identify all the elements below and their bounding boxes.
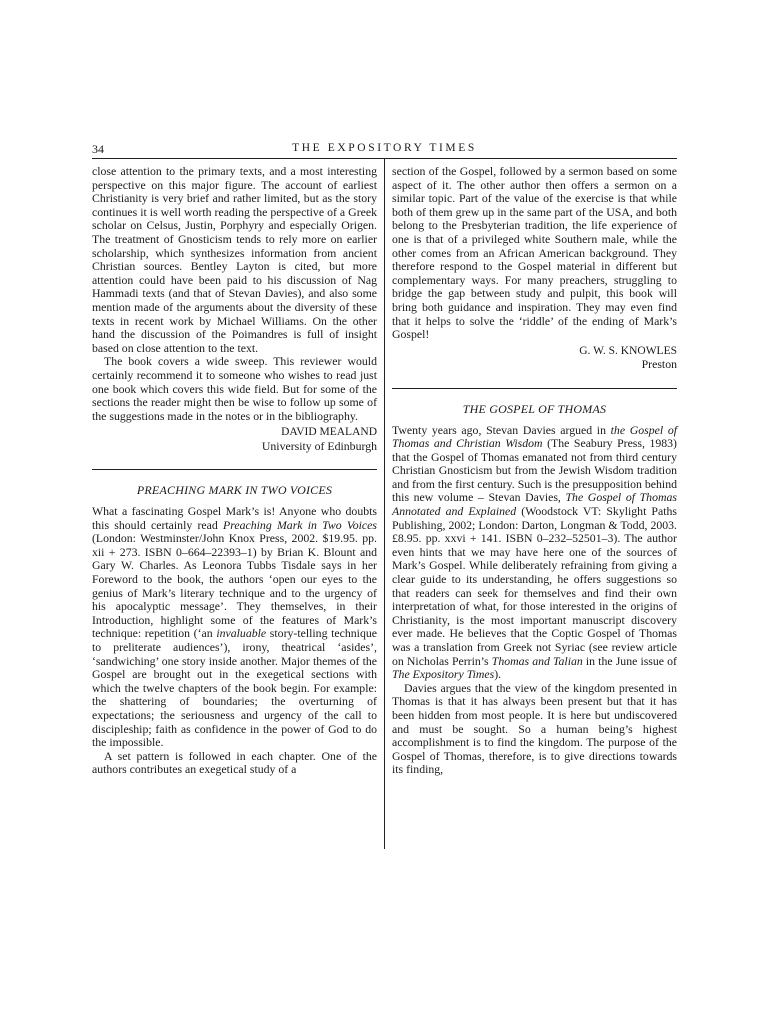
column-divider <box>384 159 385 849</box>
text-run: What a fascinating Gospel Mark’s is! Anyone who doubts this should certainly read <box>92 504 377 532</box>
journal-name: The Expository Times <box>392 667 495 682</box>
review2-paragraph-3: section of the Gospel, followed by a sermon based on some aspect of it. The other author then offers a sermon on a similar topic. Part of the value of the exercise is that while both of them grew up in the same part of the USA, and both belong to the Presbyterian tradition, the life experience of one is that of a privileged white Southern male, while the other comes from an African American background. They therefore respond to the Gospel material in different but complementary ways. For many preachers, struggling to bridge the gap between study and pulpit, this book will bring both guidance and inspiration. They may even find that it helps to solve the ‘riddle’ of the ending of Mark’s Gospel! <box>392 164 677 342</box>
text-run: Twenty years ago, Stevan Davies argued in <box>392 422 611 437</box>
book-title: Thomas and Talian <box>491 653 583 668</box>
page <box>92 140 677 849</box>
review2-signature <box>392 345 677 372</box>
running-header <box>92 140 677 159</box>
text-run: (London: Westminster/John Knox Press, 2002. $19.95. pp. xii + 273. ISBN 0–664–22393–1) by Brian K. Blount and Gary W. Charles. As Leonora Tubbs Tisdale says in her Foreword to the book, the authors ‘open our eyes to the genius of Mark’s literary technique and to the urgency of his apocalyptic message’. They themselves, in their Introduction, highlight some of the features of Mark’s technique: repetition (‘an <box>92 531 377 641</box>
section-rule <box>392 388 677 389</box>
review2-paragraph-2: A set pattern is followed in each chapter. One of the authors contributes an exegetical study of a <box>92 748 377 777</box>
text-run: in the June issue of <box>582 653 677 668</box>
review1-paragraph-1: close attention to the primary texts, and a most interesting perspective on this major figure. The account of earliest Christianity is very brief and rather limited, but as the story continues it is well worth reading the perspective of a Greek scholar on Celsus, Justin, Porphyry and especially Origen. The treatment of Gnosticism tends to rely more on earlier scholarship, which synthesizes information from ancient Christian sources. Bentley Layton is cited, but more attention could have been paid to his discussion of Nag Hammadi texts (and that of Stevan Davies), and also some mention made of the arguments about the diversity of these texts in recent work by Michael Williams. On the other hand the discussion of the Poimandres is full of insight based on close attention to the text. <box>92 164 377 355</box>
reviewer-name: G. W. S. KNOWLES <box>579 344 677 357</box>
reviewer-name: DAVID MEALAND <box>281 426 377 439</box>
text-run: (The Seabury Press, 1983) that the Gospel of Thomas emanated not from third century Christian Gnosticism but from the Jewish Wisdom tradition and from the first century. Such is the presupposition behind this new volume – Stevan Davies, <box>392 436 677 505</box>
two-column-body <box>92 159 677 849</box>
reviewer-affiliation: Preston <box>641 357 677 372</box>
review1-signature <box>92 426 377 453</box>
review3-paragraph-2: Davies argues that the view of the kingdom presented in Thomas is that it has always been present but that it has been hidden from most people. It is here but undiscovered and must be sought. So a human being’s highest accomplishment is to find the kingdom. The purpose of the Gospel of Thomas, therefore, is to give directions towards its finding, <box>392 680 677 777</box>
text-run: ). <box>494 667 502 682</box>
book-title: The Gospel of Thomas Annotated and Explained <box>392 490 677 519</box>
right-column <box>392 165 677 777</box>
text-run: story-telling technique to preliterate audiences’), irony, theatrical ‘asides’, ‘sandwiching’ one story inside another. Major themes of the Gospel are brought out in the exegetical sections with which the twelve chapters of the book begin. For example: the shattering of boundaries; the overturning of expectations; the seriousness and urgency of the call to discipleship; faith as confidence in the power of God to do the impossible. <box>92 626 377 750</box>
reviewer-affiliation: University of Edinburgh <box>261 438 377 453</box>
left-column <box>92 165 377 777</box>
journal-title: THE EXPOSITORY TIMES <box>292 142 477 154</box>
book-title: the Gospel of Thomas and Christian Wisdom <box>392 422 677 451</box>
review2-paragraph-1 <box>92 505 377 750</box>
text-run: (Woodstock VT: Skylight Paths Publishing, 2002; London: Darton, Longman & Todd, 2003. £8.95. pp. xxvi + 141. ISBN 0–232–52501–3). The author even hints that we may have here one of the sources of Mark’s Gospel. While deliberately refraining from giving a clear guide to its understanding, he offers suggestions so that readers can seek for themselves and find their own interpretation of what, for those interested in the origins of Christianity, is the most important manuscript discovery ever made. He believes that the Coptic Gospel of Thomas was a translation from Greek not Syriac (see review article on Nicholas Perrin’s <box>392 504 677 668</box>
review1-paragraph-2: The book covers a wide sweep. This reviewer would certainly recommend it to someone who wishes to read just one book which covers this wide field. But for some of the sections the reader might then be wise to follow up some of the suggestions made in the notes or in the bibliography. <box>92 354 377 423</box>
emphasis: invaluable <box>216 626 267 641</box>
section-rule <box>92 469 377 470</box>
page-number: 34 <box>92 142 104 156</box>
review2-heading: PREACHING MARK IN TWO VOICES <box>136 483 333 498</box>
review3-paragraph-1 <box>392 424 677 682</box>
book-title: Preaching Mark in Two Voices <box>223 517 377 532</box>
review3-heading: THE GOSPEL OF THOMAS <box>462 401 607 416</box>
